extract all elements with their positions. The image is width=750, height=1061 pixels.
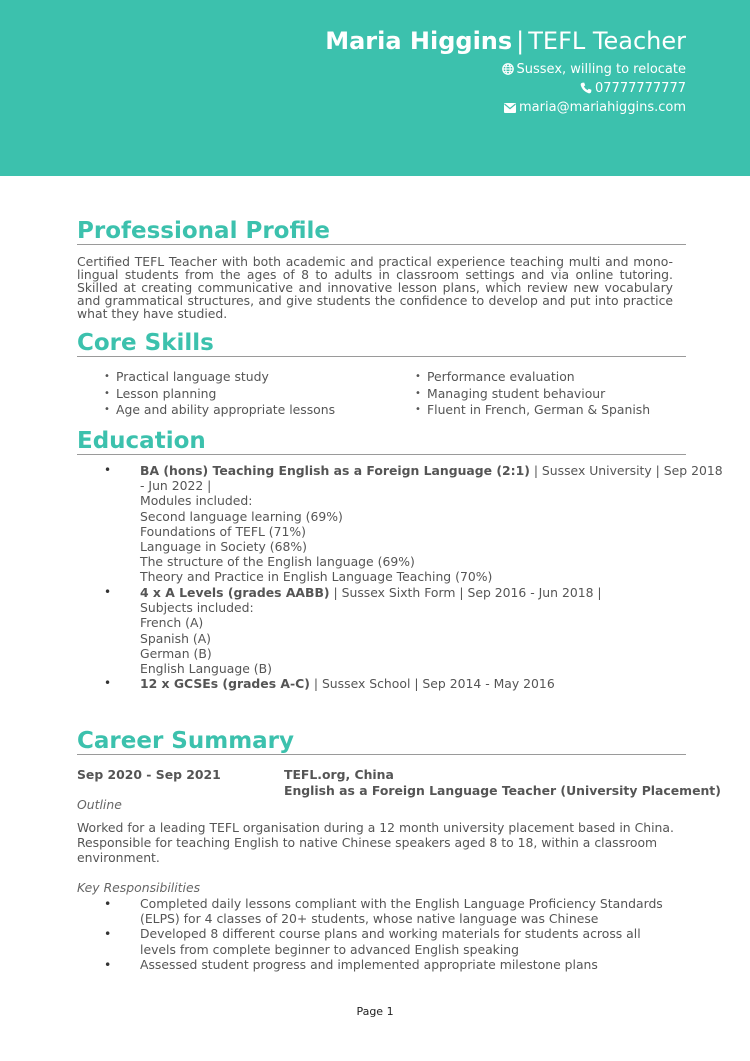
candidate-name: Maria Higgins <box>325 27 513 55</box>
subject-line: English Language (B) <box>140 661 272 677</box>
outline-text: Worked for a leading TEFL organisation during a 12 month university placement based in China. Responsible for teaching English to native Chinese speakers aged 8 to 18, within a classroom environment. <box>77 820 674 866</box>
job-position: English as a Foreign Language Teacher (University Placement) <box>284 782 721 798</box>
list-item: • Assessed student progress and implemented appropriate milestone plans <box>140 957 680 972</box>
header-title <box>325 26 686 56</box>
page-number: Page 1 <box>356 1005 394 1018</box>
location-text: Sussex, willing to relocate <box>516 62 686 77</box>
bullet-icon: • <box>104 585 112 599</box>
degree-title: 12 x GCSEs (grades A-C) <box>140 676 310 691</box>
degree-details-continued: - Jun 2022 | <box>140 478 212 494</box>
subject-line: French (A) <box>140 615 204 631</box>
degree-title: 4 x A Levels (grades AABB) <box>140 585 330 600</box>
globe-icon <box>502 63 514 75</box>
job-dates: Sep 2020 - Sep 2021 <box>77 767 221 782</box>
list-item: • Performance evaluation <box>415 369 650 386</box>
title-separator: | <box>516 27 525 55</box>
module-line: Theory and Practice in English Language Teaching (70%) <box>140 569 493 585</box>
responsibilities-list <box>140 896 680 972</box>
section-title-skills: Core Skills <box>77 330 686 357</box>
bullet-icon: • <box>104 463 112 477</box>
module-line: Language in Society (68%) <box>140 539 307 555</box>
contact-email <box>504 100 686 116</box>
education-item-alevels <box>104 585 680 677</box>
education-heading <box>140 463 723 478</box>
list-item: • Fluent in French, German & Spanish <box>415 402 650 419</box>
email-text[interactable]: maria@mariahiggins.com <box>519 100 686 115</box>
module-line: Foundations of TEFL (71%) <box>140 523 307 539</box>
module-line: The structure of the English language (69%) <box>140 554 415 570</box>
phone-text: 07777777777 <box>595 81 686 96</box>
list-item: • Completed daily lessons compliant with the English Language Proficiency Standards (ELPS) for 4 classes of 20+ students, whose native language was Chinese <box>140 896 680 926</box>
outline-label: Outline <box>77 797 122 812</box>
list-item: • Practical language study <box>104 369 335 386</box>
section-title-education: Education <box>77 428 686 455</box>
subject-line: German (B) <box>140 645 212 661</box>
phone-icon <box>580 82 592 94</box>
skills-list-right <box>415 369 650 419</box>
education-item-gcses <box>104 676 680 691</box>
education-heading <box>140 676 680 691</box>
skills-list-left <box>104 369 335 419</box>
bullet-icon: • <box>104 676 112 690</box>
employer-name: TEFL.org, China <box>284 767 394 782</box>
education-item-ba <box>104 463 723 585</box>
responsibilities-label: Key Responsibilities <box>77 880 201 895</box>
job-role: TEFL Teacher <box>528 27 686 55</box>
section-title-career: Career Summary <box>77 728 686 755</box>
degree-details: | Sussex University | Sep 2018 <box>529 463 723 478</box>
contact-phone <box>580 81 686 97</box>
header-banner <box>0 0 750 176</box>
degree-details: | Sussex School | Sep 2014 - May 2016 <box>309 676 555 691</box>
module-line: Modules included: <box>140 493 253 509</box>
profile-text: Certified TEFL Teacher with both academic and practical experience teaching multi and mono-lingual students from the ages of 8 to adults in classroom settings and via online tutoring. Skilled at creating communicative and innovative lesson plans, which review new vocabulary and grammatical structures, and give students the confidence to develop and put into practice what they have studied. <box>77 254 673 321</box>
education-heading <box>140 585 680 600</box>
subject-line: Subjects included: <box>140 600 254 616</box>
envelope-icon <box>504 103 516 113</box>
list-item: • Developed 8 different course plans and working materials for students across all levels from complete beginner to advanced English speaking <box>140 926 680 956</box>
module-line: Second language learning (69%) <box>140 508 343 524</box>
subject-line: Spanish (A) <box>140 630 212 646</box>
list-item: • Lesson planning <box>104 386 335 403</box>
contact-location <box>502 62 686 78</box>
list-item: • Age and ability appropriate lessons <box>104 402 335 419</box>
job-heading <box>284 767 721 798</box>
degree-details: | Sussex Sixth Form | Sep 2016 - Jun 2018 | <box>329 585 602 600</box>
list-item: • Managing student behaviour <box>415 386 650 403</box>
section-title-profile: Professional Profile <box>77 218 686 245</box>
degree-title: BA (hons) Teaching English as a Foreign Language (2:1) <box>140 463 530 478</box>
